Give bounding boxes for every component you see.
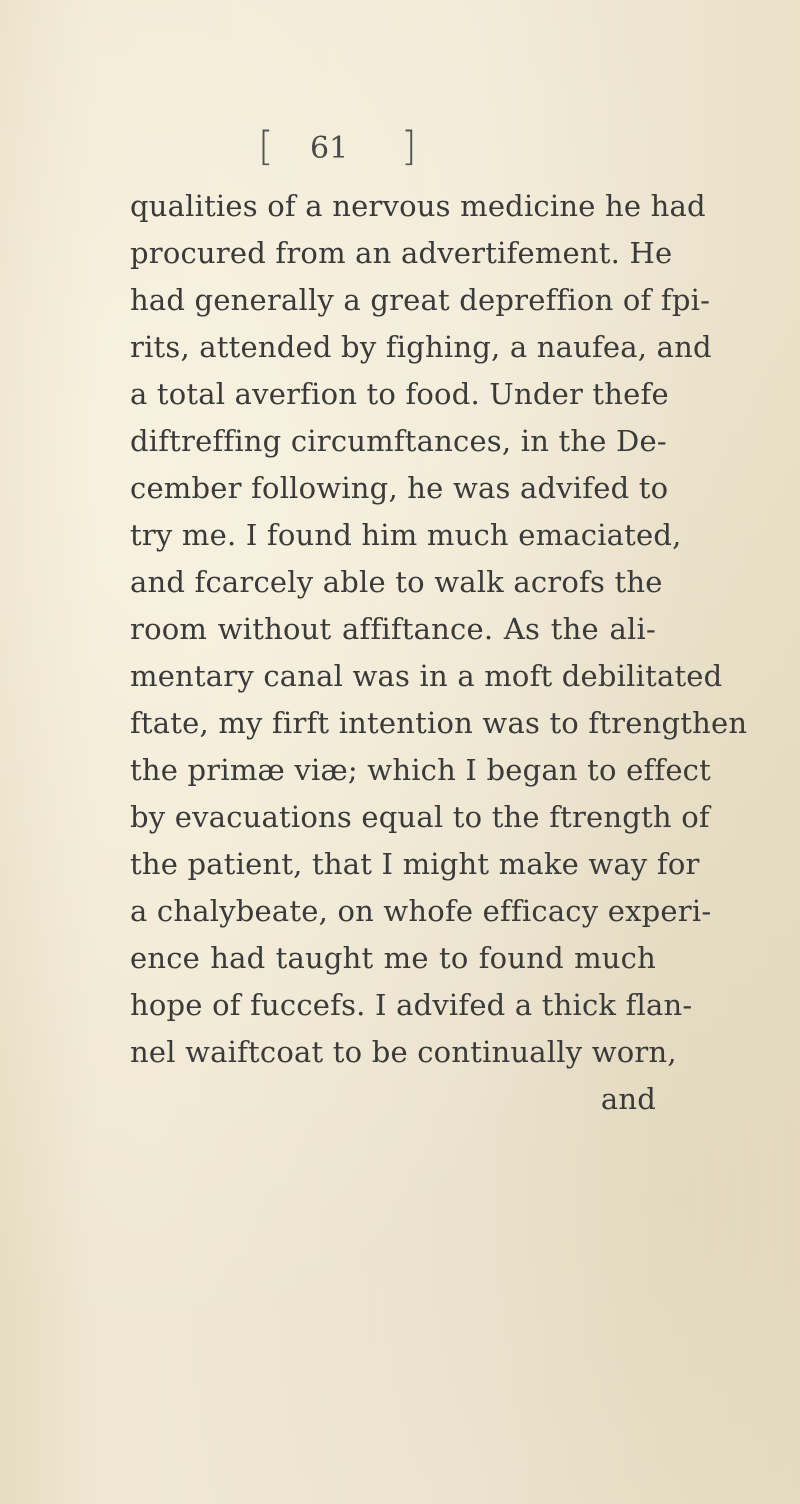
text-line: qualities of a nervous medicine he had	[130, 189, 706, 223]
text-line: try me. I found him much emaciated,	[130, 518, 682, 552]
text-line: a total averfion to food. Under thefe	[130, 377, 669, 411]
text-line: and fcarcely able to walk acrofs the	[130, 565, 663, 599]
text-line: the primæ viæ; which I began to effect	[130, 753, 711, 787]
text-line: by evacuations equal to the ftrength of	[130, 800, 710, 834]
body-text	[130, 183, 748, 1123]
text-line: diftreffing circumftances, in the De-	[130, 424, 667, 458]
text-line: nel waiftcoat to be continually worn,	[130, 1035, 677, 1069]
text-line: a chalybeate, on whofe efficacy experi-	[130, 894, 712, 928]
text-line: cember following, he was advifed to	[130, 471, 669, 505]
text-line: had generally a great depreffion of fpi-	[130, 283, 711, 317]
text-line: the patient, that I might make way for	[130, 847, 700, 881]
text-line: hope of fuccefs. I advifed a thick flan-	[130, 988, 693, 1022]
header-bracket-close: ]	[401, 124, 417, 170]
text-line: ftate, my firft intention was to ftrengthen	[130, 706, 748, 740]
catchword: and	[600, 1082, 656, 1116]
header-bracket-open: [	[258, 124, 274, 170]
page-header	[258, 122, 438, 172]
text-line: rits, attended by fighing, a naufea, and	[130, 330, 712, 364]
page-number: 61	[310, 131, 349, 166]
text-line: mentary canal was in a moft debilitated	[130, 659, 723, 693]
text-line: procured from an advertifement. He	[130, 236, 673, 270]
text-line: room without affiftance. As the ali-	[130, 612, 656, 646]
text-line: ence had taught me to found much	[130, 941, 656, 975]
